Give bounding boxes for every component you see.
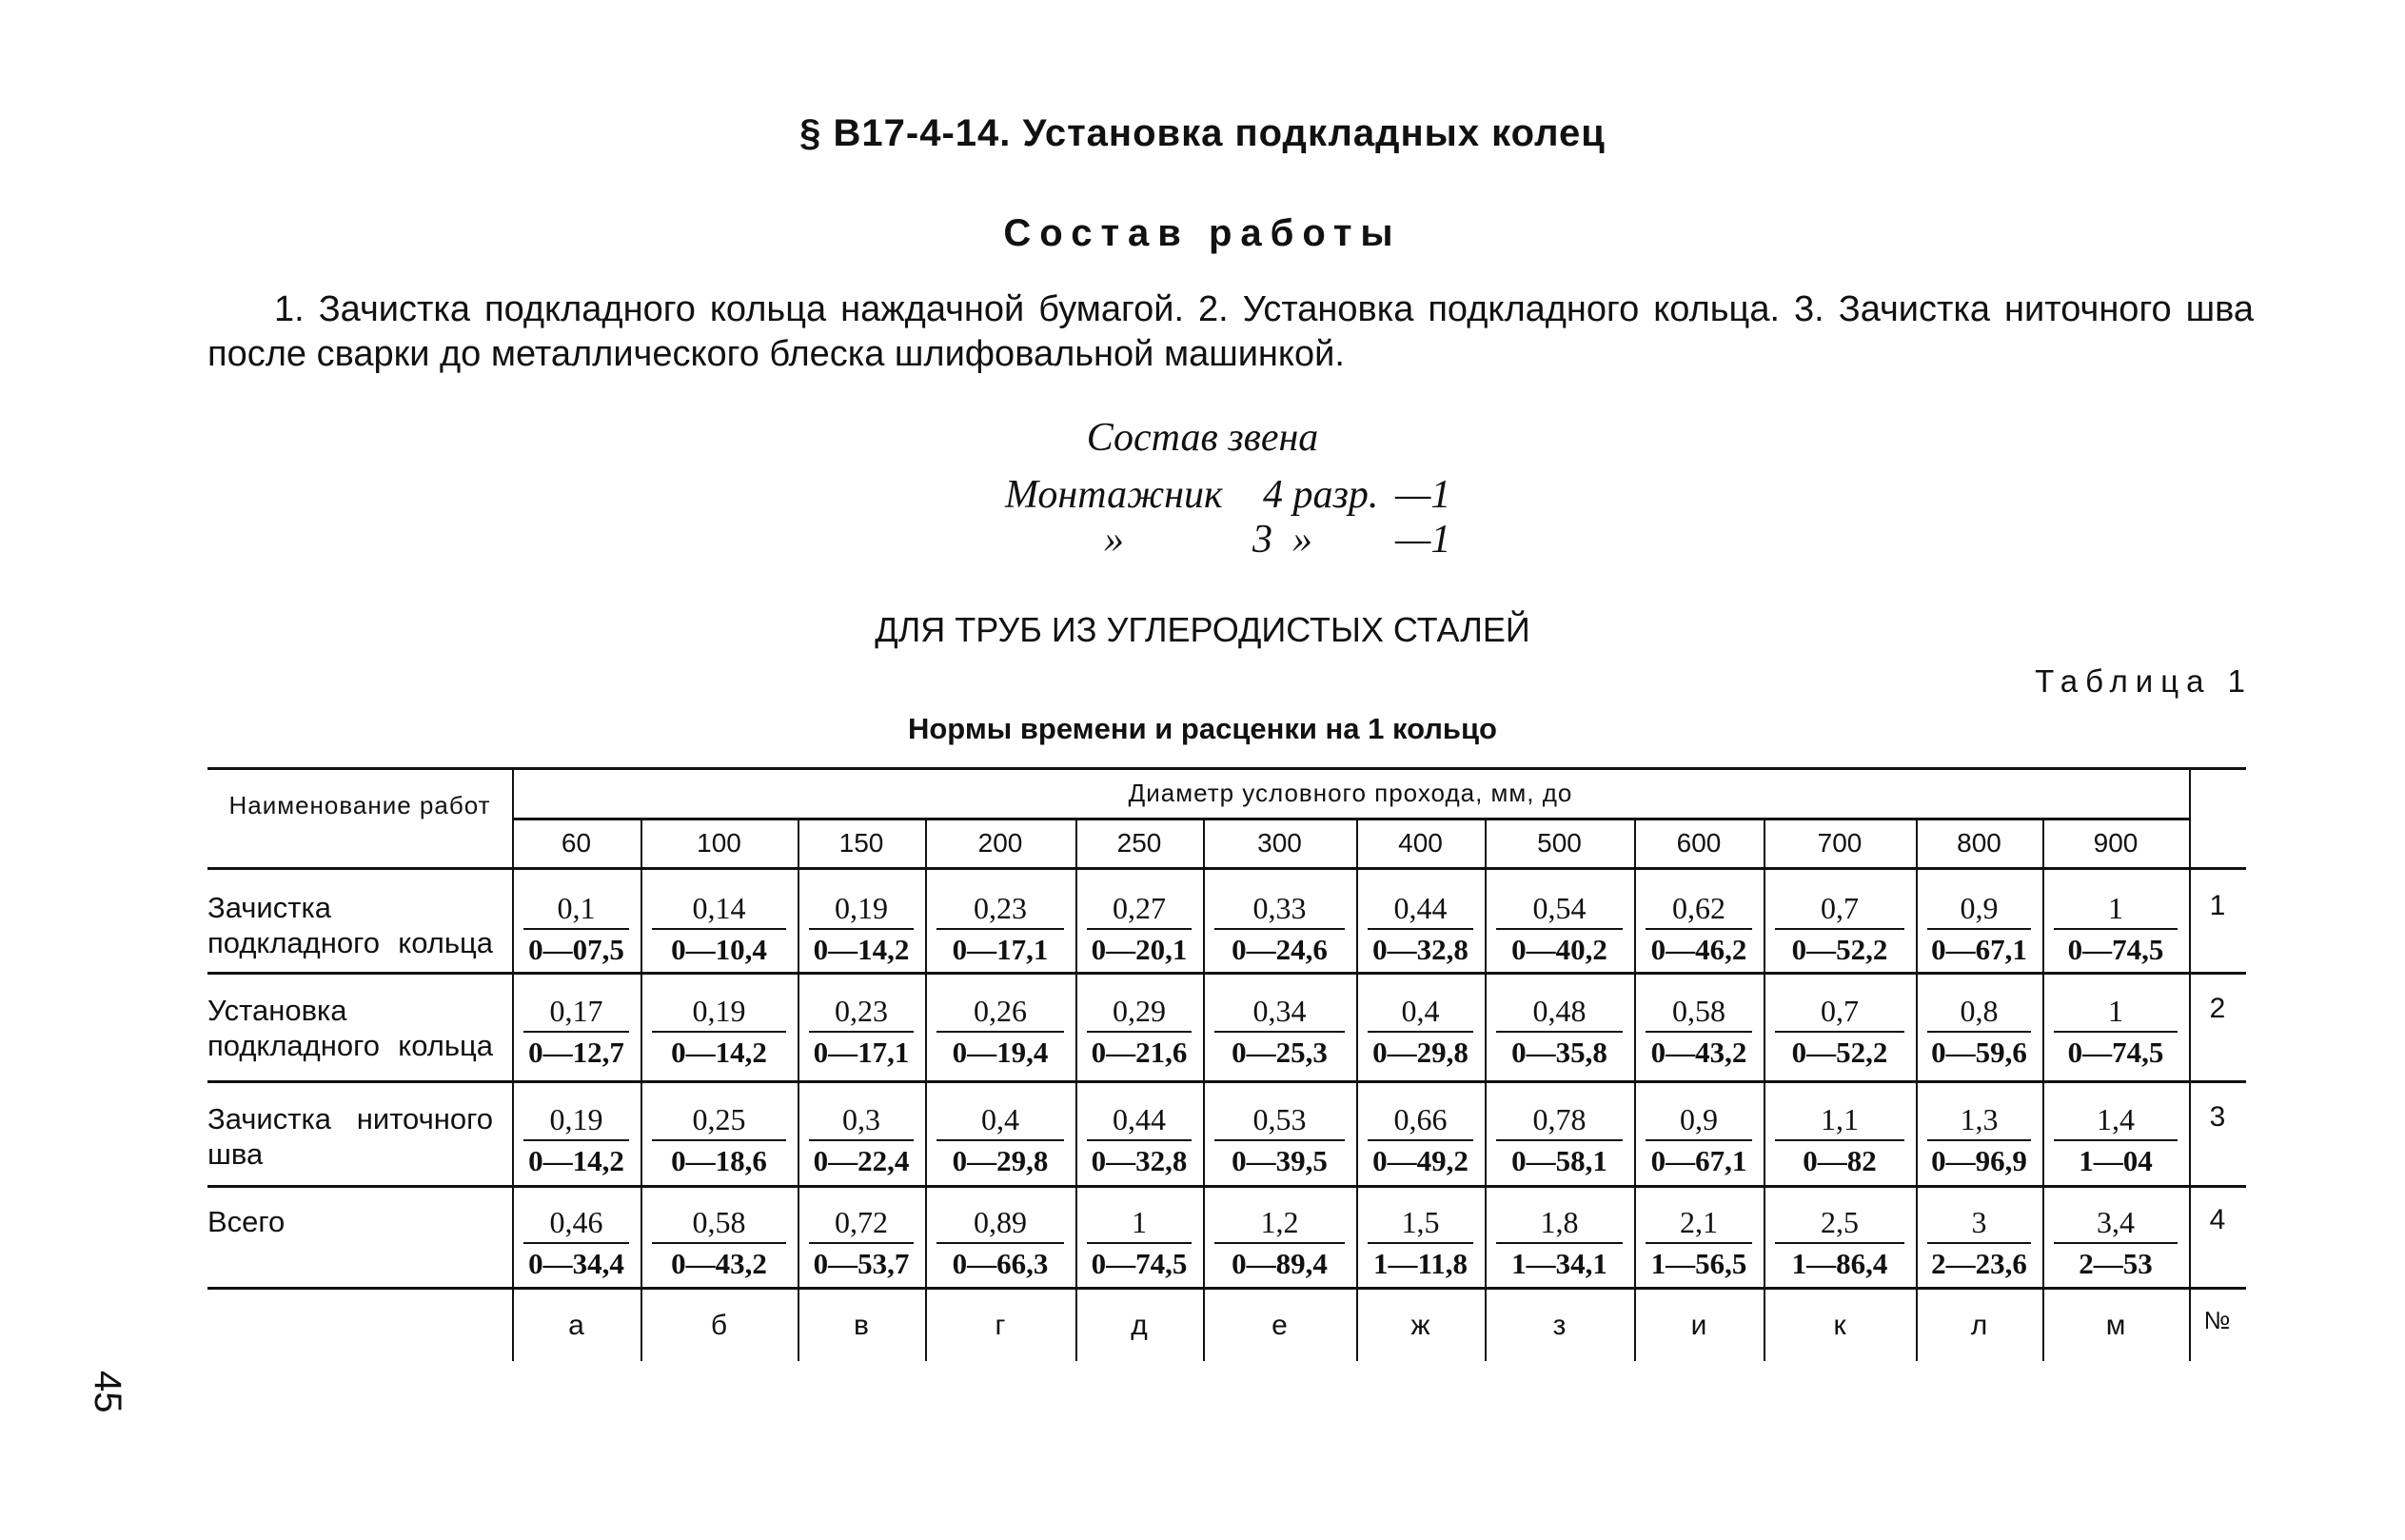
fraction-bar — [1927, 1139, 2031, 1141]
time-norm: 0,8 — [1960, 994, 1999, 1028]
time-norm: 0,29 — [1113, 994, 1166, 1028]
time-norm: 0,53 — [1252, 1102, 1307, 1136]
diameter-150: 150 — [838, 828, 884, 858]
rate-value: 2—53 — [2079, 1247, 2153, 1280]
fraction-bar — [1927, 1242, 2031, 1244]
rate-value: 0—89,4 — [1232, 1247, 1328, 1280]
page-number: 45 — [87, 1371, 128, 1413]
diameter-700: 700 — [1817, 828, 1863, 858]
time-norm: 0,78 — [1532, 1102, 1587, 1136]
rate-value: 0—39,5 — [1232, 1144, 1328, 1177]
rate-value: 0—29,8 — [1372, 1036, 1469, 1069]
fraction-bar — [523, 1242, 629, 1244]
time-norm: 0,3 — [842, 1102, 880, 1136]
time-norm: 0,19 — [549, 1102, 603, 1136]
rate-value: 0—19,4 — [952, 1036, 1049, 1069]
column-letter-л: л — [1970, 1310, 1988, 1341]
work-name: Установка подкладного кольца — [207, 994, 493, 1062]
rate-value: 1—86,4 — [1791, 1247, 1888, 1280]
column-letter-к: к — [1833, 1310, 1846, 1341]
fraction-bar — [1646, 1139, 1752, 1141]
rate-value: 0—35,8 — [1511, 1036, 1607, 1069]
rate-value: 0—14,2 — [528, 1144, 624, 1177]
column-letter-г: г — [995, 1310, 1006, 1341]
rate-value: 0—43,2 — [1650, 1036, 1747, 1069]
time-norm: 1,3 — [1960, 1102, 1999, 1136]
fraction-bar — [1775, 928, 1904, 930]
work-name: Зачистка ниточного шва — [207, 1102, 493, 1171]
rate-value: 0—82 — [1803, 1144, 1877, 1177]
fraction-bar — [1214, 928, 1345, 930]
time-norm: 0,89 — [974, 1205, 1027, 1239]
time-norm: 3 — [1971, 1205, 1987, 1239]
fraction-bar — [936, 1031, 1064, 1033]
rate-value: 1—04 — [2079, 1144, 2153, 1177]
row-number: 3 — [2209, 1101, 2226, 1133]
time-norm: 1,8 — [1540, 1205, 1579, 1239]
rate-value: 0—17,1 — [952, 933, 1049, 966]
diameter-60: 60 — [561, 828, 592, 858]
fraction-bar — [523, 1031, 629, 1033]
time-norm: 0,1 — [557, 891, 596, 925]
column-letter-и: и — [1690, 1310, 1707, 1341]
rate-value: 2—23,6 — [1931, 1247, 2027, 1280]
rate-value: 0—67,1 — [1931, 933, 2027, 966]
diameter-250: 250 — [1116, 828, 1162, 858]
time-norm: 0,9 — [1680, 1102, 1718, 1136]
work-composition-heading: Состав работы — [1003, 212, 1402, 254]
fraction-bar — [809, 1031, 914, 1033]
rate-value: 0—32,8 — [1372, 933, 1469, 966]
fraction-bar — [1087, 1139, 1192, 1141]
diameter-100: 100 — [697, 828, 741, 858]
table-label: Таблица 1 — [2035, 663, 2253, 699]
fraction-bar — [1927, 928, 2031, 930]
time-norm: 0,62 — [1672, 891, 1725, 925]
time-norm: 0,33 — [1252, 891, 1307, 925]
fraction-bar — [1496, 1139, 1623, 1141]
fraction-bar — [1214, 1139, 1345, 1141]
row-number: 1 — [2209, 890, 2226, 921]
time-norm: 1,5 — [1401, 1205, 1440, 1239]
time-norm: 0,27 — [1113, 891, 1166, 925]
rate-value: 0—46,2 — [1650, 933, 1747, 966]
row-number: 4 — [2209, 1204, 2226, 1235]
fraction-bar — [1087, 928, 1192, 930]
fraction-bar — [936, 928, 1064, 930]
time-norm: 0,17 — [549, 994, 603, 1028]
rate-value: 0—22,4 — [813, 1144, 910, 1177]
fraction-bar — [1646, 928, 1752, 930]
rate-value: 0—29,8 — [952, 1144, 1049, 1177]
work-composition-text: 1. Зачистка подкладного кольца наждачной бумагой. 2. Установка подкладного кольца. 3. Зачистка ниточного шва после сварки до металлического блеска шлифовальной машинкой. — [207, 289, 2254, 374]
column-letter-м: м — [2105, 1310, 2126, 1341]
time-norm: 1,4 — [2097, 1102, 2135, 1136]
rate-value: 1—34,1 — [1511, 1247, 1607, 1280]
time-norm: 0,14 — [692, 891, 746, 925]
fraction-bar — [809, 928, 914, 930]
time-norm: 0,48 — [1532, 994, 1587, 1028]
name-column-header: Наименование работ — [228, 791, 491, 819]
diameter-900: 900 — [2093, 828, 2139, 858]
fraction-bar — [1775, 1242, 1904, 1244]
fraction-bar — [652, 1242, 786, 1244]
diameter-400: 400 — [1398, 828, 1443, 858]
table-column-rule — [2189, 767, 2191, 1361]
time-norm: 0,19 — [835, 891, 888, 925]
fraction-bar — [1646, 1031, 1752, 1033]
crew-grade: 3 » — [1252, 518, 1312, 562]
fraction-bar — [2054, 1139, 2178, 1141]
diameter-200: 200 — [977, 828, 1023, 858]
column-letter-е: е — [1271, 1310, 1288, 1341]
rate-value: 0—67,1 — [1650, 1144, 1747, 1177]
rate-value: 0—66,3 — [952, 1247, 1049, 1280]
time-norm: 0,4 — [981, 1102, 1019, 1136]
fraction-bar — [2054, 928, 2178, 930]
fraction-bar — [1927, 1031, 2031, 1033]
row-number: 2 — [2209, 993, 2226, 1024]
fraction-bar — [809, 1242, 914, 1244]
work-name: Зачистка подкладного кольца — [207, 891, 493, 959]
crew-count: —1 — [1395, 473, 1451, 517]
diameter-300: 300 — [1257, 828, 1302, 858]
crew-grade: 4 разр. — [1263, 473, 1379, 517]
crew-profession: Монтажник — [1005, 473, 1223, 517]
time-norm: 1,2 — [1260, 1205, 1299, 1239]
time-norm: 0,44 — [1113, 1102, 1166, 1136]
time-norm: 0,7 — [1821, 891, 1859, 925]
fraction-bar — [936, 1242, 1064, 1244]
fraction-bar — [652, 1031, 786, 1033]
fraction-bar — [1496, 1031, 1623, 1033]
rate-value: 0—12,7 — [528, 1036, 624, 1069]
time-norm: 1 — [1132, 1205, 1147, 1239]
time-norm: 3,4 — [2097, 1205, 2135, 1239]
fraction-bar — [523, 1139, 629, 1141]
rate-value: 0—24,6 — [1232, 933, 1328, 966]
rate-value: 0—07,5 — [528, 933, 624, 966]
table-caption: Нормы времени и расценки на 1 кольцо — [907, 712, 1497, 745]
crew-count: —1 — [1395, 518, 1451, 562]
rate-value: 0—53,7 — [813, 1247, 910, 1280]
rate-value: 0—21,6 — [1091, 1036, 1188, 1069]
rate-value: 0—59,6 — [1931, 1036, 2027, 1069]
column-letter-з: з — [1552, 1310, 1567, 1341]
rate-value: 0—34,4 — [528, 1247, 624, 1280]
rate-value: 0—14,2 — [671, 1036, 767, 1069]
time-norm: 0,9 — [1960, 891, 1999, 925]
fraction-bar — [1368, 1139, 1473, 1141]
rate-value: 0—10,4 — [671, 933, 767, 966]
fraction-bar — [652, 1139, 786, 1141]
time-norm: 0,34 — [1252, 994, 1307, 1028]
rate-value: 0—74,5 — [2067, 1036, 2164, 1069]
time-norm: 2,1 — [1680, 1205, 1718, 1239]
time-norm: 1 — [2108, 994, 2123, 1028]
rate-value: 0—18,6 — [671, 1144, 767, 1177]
fraction-bar — [1368, 1031, 1473, 1033]
column-letter-в: в — [854, 1310, 869, 1341]
time-norm: 0,66 — [1393, 1102, 1448, 1136]
rate-value: 0—52,2 — [1791, 933, 1888, 966]
time-norm: 2,5 — [1821, 1205, 1859, 1239]
fraction-bar — [1496, 928, 1623, 930]
fraction-bar — [809, 1139, 914, 1141]
time-norm: 0,25 — [692, 1102, 746, 1136]
column-letter-д: д — [1131, 1310, 1148, 1341]
rate-value: 0—20,1 — [1091, 933, 1188, 966]
rate-value: 0—49,2 — [1372, 1144, 1469, 1177]
column-letter-а: а — [568, 1310, 584, 1341]
section-title: § В17-4-14. Установка подкладных колец — [799, 112, 1606, 154]
time-norm: 0,26 — [974, 994, 1027, 1028]
time-norm: 1,1 — [1821, 1102, 1859, 1136]
crew-title: Состав звена — [1086, 416, 1319, 460]
rate-value: 0—40,2 — [1511, 933, 1607, 966]
work-name: Всего — [207, 1205, 286, 1238]
rate-value: 1—56,5 — [1650, 1247, 1747, 1280]
rate-value: 0—43,2 — [671, 1247, 767, 1280]
fraction-bar — [1087, 1242, 1192, 1244]
crew-profession: » — [1104, 518, 1124, 562]
fraction-bar — [1214, 1242, 1345, 1244]
fraction-bar — [2054, 1242, 2178, 1244]
time-norm: 0,54 — [1532, 891, 1587, 925]
fraction-bar — [1368, 1242, 1473, 1244]
table-rule — [512, 818, 2189, 820]
time-norm: 0,23 — [835, 994, 888, 1028]
number-header: № — [2203, 1306, 2232, 1334]
fraction-bar — [1775, 1139, 1904, 1141]
rate-value: 0—96,9 — [1931, 1144, 2027, 1177]
fraction-bar — [936, 1139, 1064, 1141]
fraction-bar — [1214, 1031, 1345, 1033]
time-norm: 0,58 — [1672, 994, 1725, 1028]
diameter-500: 500 — [1537, 828, 1582, 858]
time-norm: 0,19 — [692, 994, 746, 1028]
time-norm: 1 — [2108, 891, 2123, 925]
rate-value: 1—11,8 — [1372, 1247, 1469, 1280]
rate-value: 0—74,5 — [2067, 933, 2164, 966]
time-norm: 0,72 — [835, 1205, 888, 1239]
time-norm: 0,23 — [974, 891, 1027, 925]
rate-value: 0—14,2 — [813, 933, 910, 966]
fraction-bar — [2054, 1031, 2178, 1033]
fraction-bar — [1087, 1031, 1192, 1033]
time-norm: 0,46 — [549, 1205, 603, 1239]
fraction-bar — [652, 928, 786, 930]
rate-value: 0—74,5 — [1091, 1247, 1188, 1280]
fraction-bar — [1775, 1031, 1904, 1033]
time-norm: 0,4 — [1401, 994, 1440, 1028]
fraction-bar — [523, 928, 629, 930]
fraction-bar — [1646, 1242, 1752, 1244]
time-norm: 0,7 — [1821, 994, 1859, 1028]
diameter-header: Диаметр условного прохода, мм, до — [1128, 779, 1573, 807]
diameter-800: 800 — [1957, 828, 2001, 858]
diameter-600: 600 — [1676, 828, 1722, 858]
rate-value: 0—17,1 — [813, 1036, 910, 1069]
column-letter-б: б — [710, 1310, 728, 1341]
rate-value: 0—58,1 — [1511, 1144, 1607, 1177]
fraction-bar — [1368, 928, 1473, 930]
column-letter-ж: ж — [1410, 1310, 1430, 1341]
rate-value: 0—32,8 — [1091, 1144, 1188, 1177]
rate-value: 0—25,3 — [1232, 1036, 1328, 1069]
time-norm: 0,58 — [692, 1205, 746, 1239]
time-norm: 0,44 — [1393, 891, 1448, 925]
material-heading: ДЛЯ ТРУБ ИЗ УГЛЕРОДИСТЫХ СТАЛЕЙ — [875, 610, 1530, 649]
rate-value: 0—52,2 — [1791, 1036, 1888, 1069]
fraction-bar — [1496, 1242, 1623, 1244]
